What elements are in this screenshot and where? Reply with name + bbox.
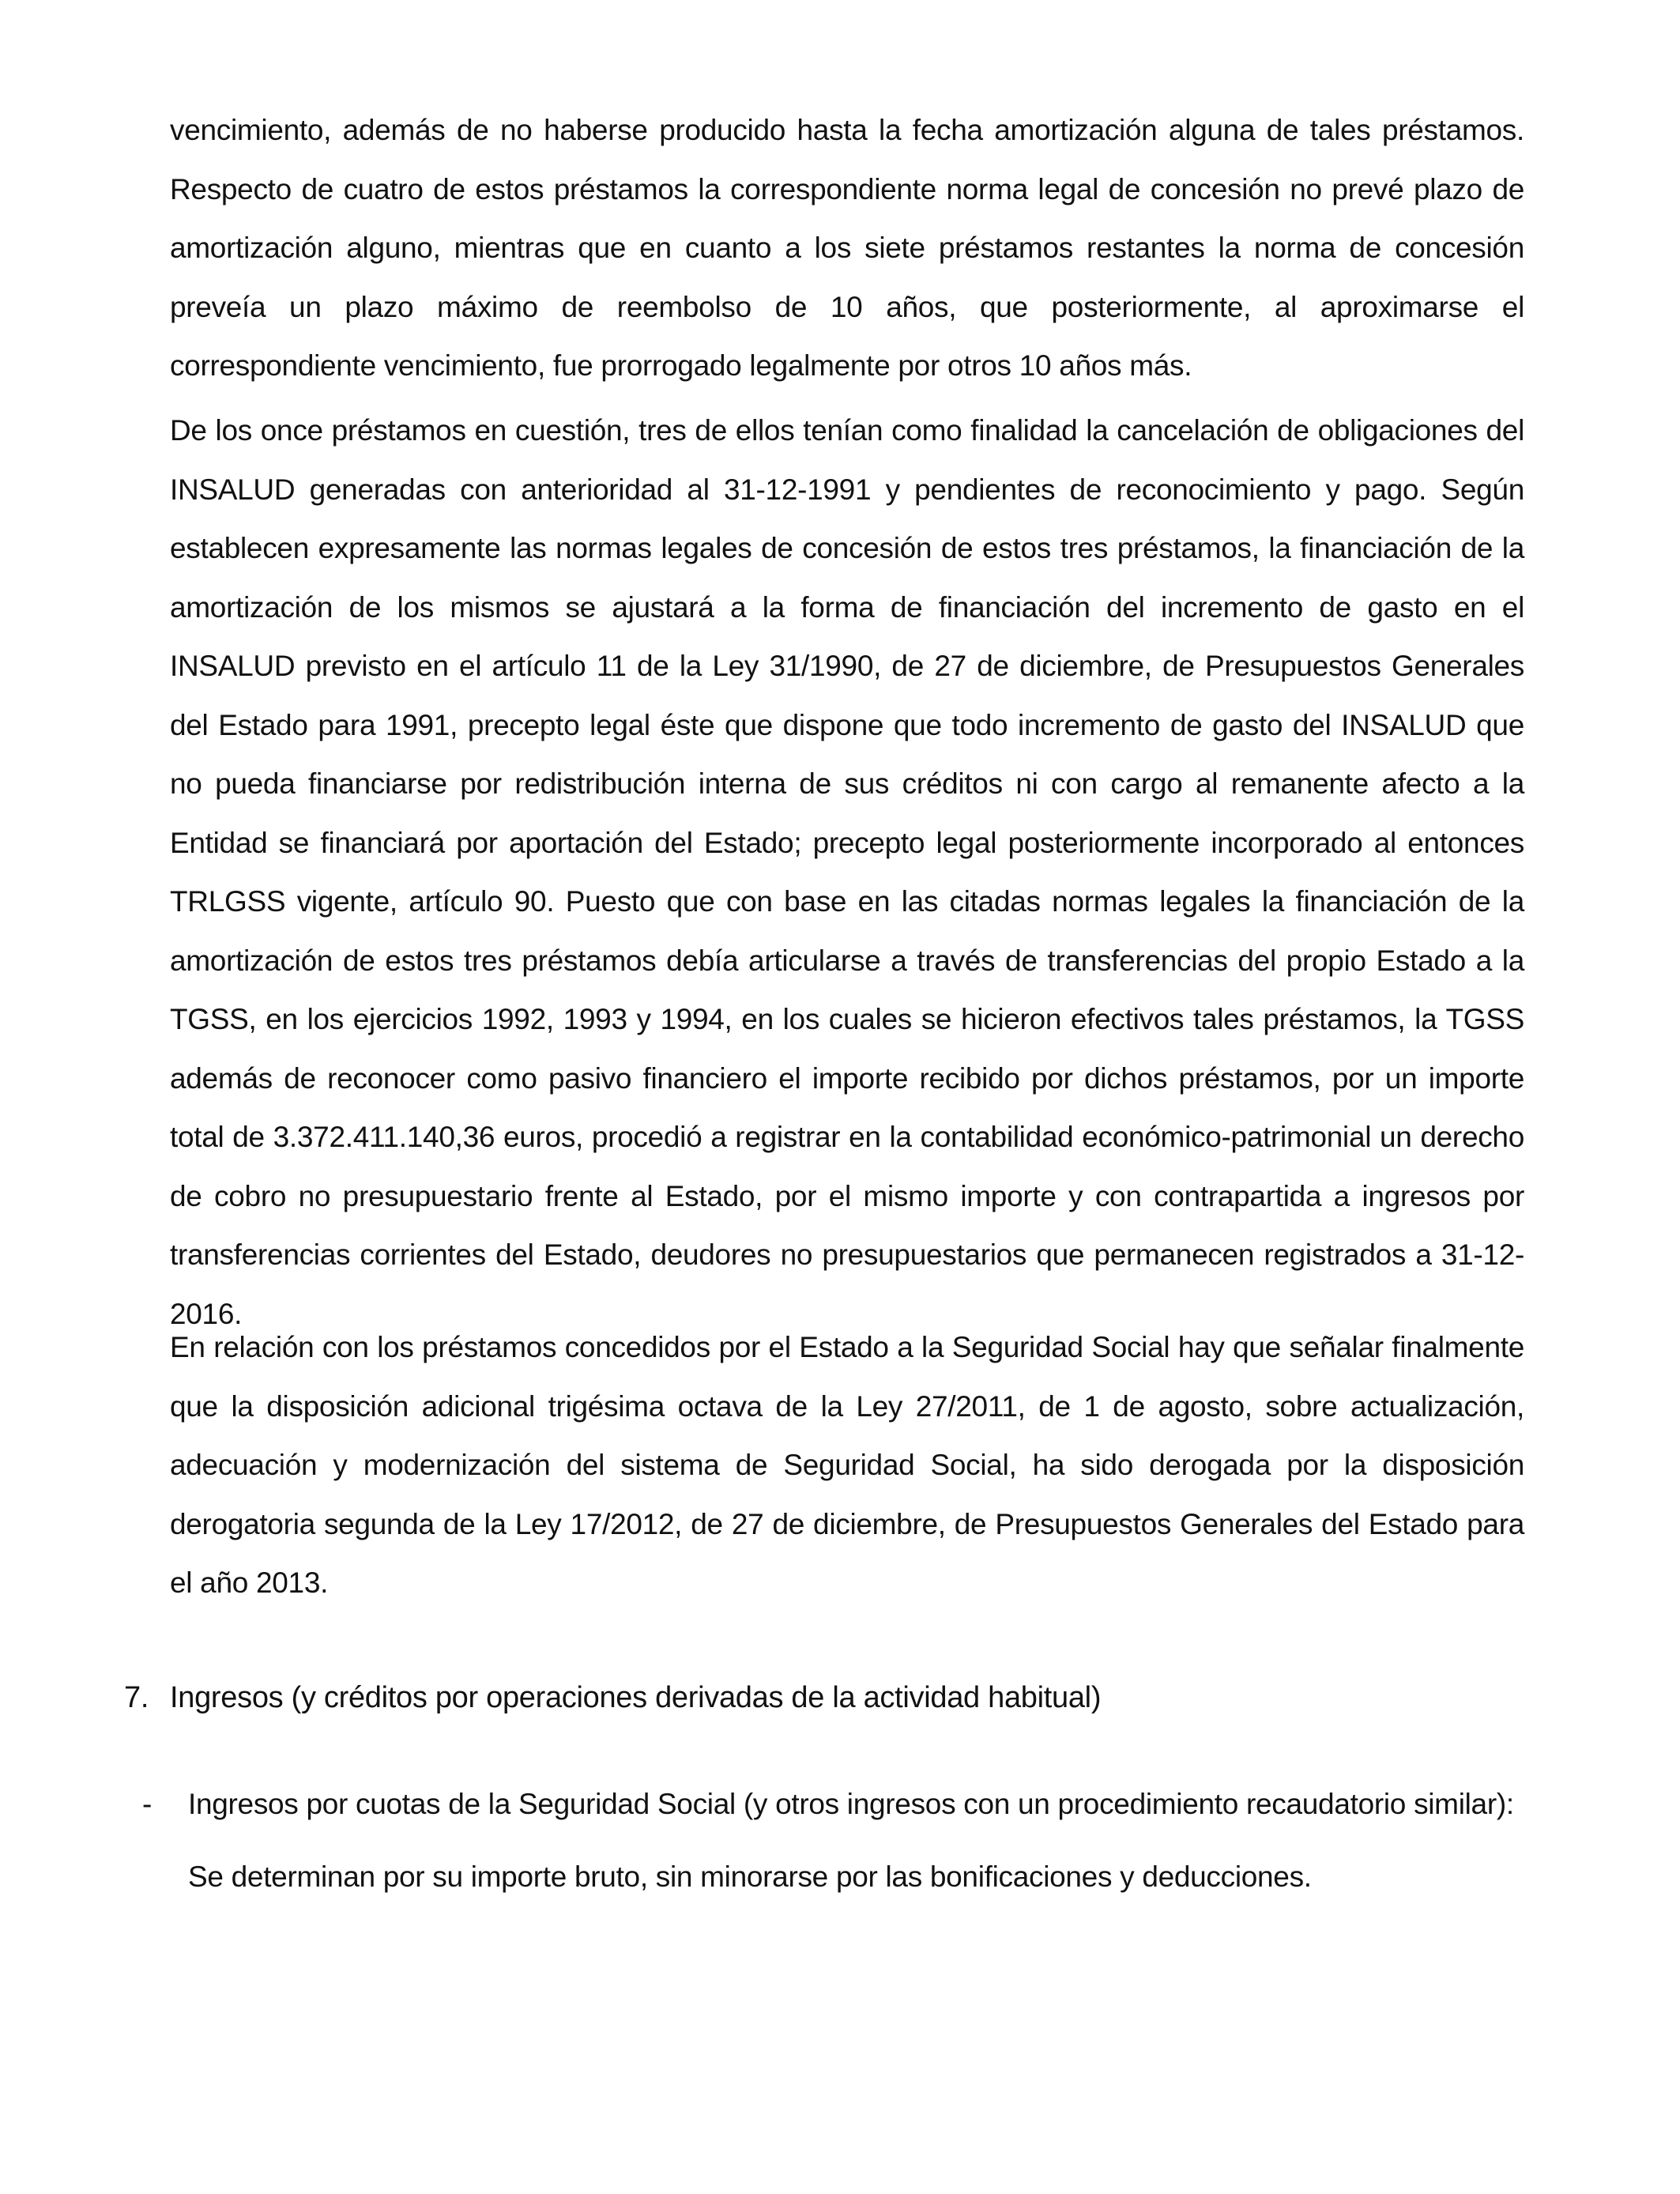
paragraph-loan-maturity bbox=[170, 101, 1524, 417]
paragraph-text: En relación con los préstamos concedidos por el Estado a la Seguridad Social hay que señalar finalmente que la disposición adicional trigésima octava de la Ley 27/2011, de 1 de agosto, sobre actualización, adecuación y modernización del sistema de Seguridad Social, ha sido derogada por la disposición derogatoria segunda de la Ley 17/2012, de 27 de diciembre, de Presupuestos Generales del Estado para el año 2013. bbox=[170, 1331, 1524, 1599]
section-number: 7. bbox=[124, 1681, 149, 1714]
bullet-item bbox=[142, 1781, 1533, 1828]
bullet-marker: - bbox=[142, 1788, 153, 1820]
paragraph-insalud-loans bbox=[170, 401, 1524, 1364]
section-title: Ingresos (y créditos por operaciones derivadas de la actividad habitual) bbox=[170, 1681, 1102, 1714]
paragraph-text: De los once préstamos en cuestión, tres de ellos tenían como finalidad la cancelación de obligaciones del INSALUD generadas con anterioridad al 31-12-1991 y pendientes de reconocimiento y pago. Según establecen expresamente las normas legales de concesión de estos tres préstamos, la financiación de la amortización de los mismos se ajustará a la forma de financiación del incremento de gasto en el INSALUD previsto en el artículo 11 de la Ley 31/1990, de 27 de diciembre, de Presupuestos Generales del Estado para 1991, precepto legal éste que dispone que todo incremento de gasto del INSALUD que no pueda financiarse por redistribución interna de sus créditos ni con cargo al remanente afecto a la Entidad se financiará por aportación del Estado; precepto legal posteriormente incorporado al entonces TRLGSS vigente, artículo 90. Puesto que con base en las citadas normas legales la financiación de la amortización de estos tres préstamos debía articularse a través de transferencias del propio Estado a la TGSS, en los ejercicios 1992, 1993 y 1994, en los cuales se hicieron efectivos tales préstamos, la TGSS además de reconocer como pasivo financiero el importe recibido por dichos préstamos, por un importe total de 3.372.411.140,36 euros, procedió a registrar en la contabilidad económico-patrimonial un derecho de cobro no presupuestario frente al Estado, por el mismo importe y con contrapartida a ingresos por transferencias corrientes del Estado, deudores no presupuestarios que permanecen registrados a 31-12-2016. bbox=[170, 414, 1524, 1330]
bullet-text: Ingresos por cuotas de la Seguridad Social (y otros ingresos con un procedimiento recaudatorio similar): bbox=[188, 1788, 1514, 1820]
paragraph-text: vencimiento, además de no haberse producido hasta la fecha amortización alguna de tales préstamos. Respecto de cuatro de estos préstamos la correspondiente norma legal de concesión no prevé plazo de amortización alguno, mientras que en cuanto a los siete préstamos restantes la norma de concesión preveía un plazo máximo de reembolso de 10 años, que posteriormente, al aproximarse el correspondiente vencimiento, fue prorrogado legalmente por otros 10 años más. bbox=[170, 114, 1524, 382]
paragraph-repealed-provision bbox=[170, 1318, 1524, 1634]
section-heading bbox=[124, 1674, 1531, 1721]
bullet-detail: Se determinan por su importe bruto, sin minorarse por las bonificaciones y deducciones. bbox=[188, 1860, 1312, 1893]
